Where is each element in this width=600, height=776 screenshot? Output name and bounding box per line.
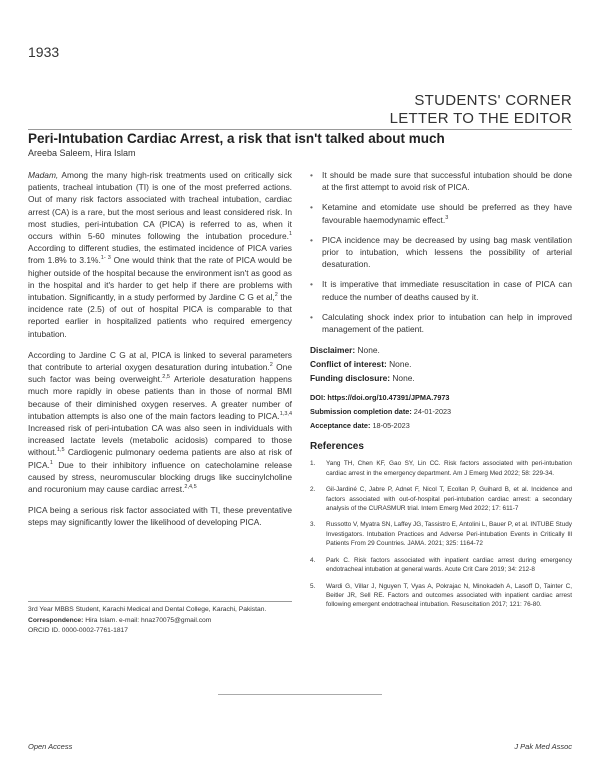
meta-label: Funding disclosure:	[310, 373, 391, 384]
meta-value: None.	[390, 373, 415, 384]
text-run: According to different studies, the estimated incidence of PICA varies from 1.8% to 3.1%.	[28, 243, 292, 266]
acceptance-date	[310, 419, 572, 433]
citation: 2	[274, 292, 278, 299]
citation: 3	[445, 214, 449, 221]
citation: 1,5	[56, 447, 65, 454]
header-divider	[28, 129, 572, 130]
citation: 1	[288, 231, 292, 238]
page-number: 1933	[28, 44, 60, 60]
reference-item	[310, 582, 572, 610]
doi-text[interactable]: DOI: https://doi.org/10.47391/JPMA.7973	[310, 393, 450, 403]
conflict-of-interest	[310, 357, 572, 371]
meta-value: 24-01-2023	[411, 407, 452, 417]
bullet-icon: •	[310, 279, 313, 290]
body-paragraph	[28, 349, 292, 495]
article-title: Peri-Intubation Cardiac Arrest, a risk that isn't talked about much	[28, 131, 445, 146]
reference-number: 1.	[310, 460, 316, 468]
affiliation-divider	[28, 601, 292, 602]
correspondence-line	[28, 616, 318, 627]
disclaimer	[310, 343, 572, 357]
list-item-text: Calculating shock index prior to intubation can help in improved management of the patient.	[322, 311, 572, 335]
citation: 2,4,5	[184, 484, 197, 491]
article-type-label: LETTER TO THE EDITOR	[389, 110, 572, 127]
reference-number: 2.	[310, 486, 316, 494]
references-list	[310, 459, 572, 609]
reference-item	[310, 485, 572, 513]
citation: 1	[49, 459, 53, 466]
affiliation-line: 3rd Year MBBS Student, Karachi Medical and Dental College, Karachi, Pakistan.	[28, 606, 267, 613]
footer-left: Open Access	[28, 742, 73, 751]
reference-number: 4.	[310, 556, 316, 564]
reference-item	[310, 556, 572, 575]
reference-text: Park C. Risk factors associated with inpatient cardiac arrest during emergency endotracheal intubation at general wards. Acute Crit Care 2019; 34: 212-8	[326, 556, 572, 574]
list-item-text: It is imperative that immediate resuscitation in case of PICA can reduce the number of deaths caused by it.	[322, 279, 572, 302]
reference-text: Russotto V, Myatra SN, Laffey JG, Tassistro E, Antolini L, Bauer P, et al. INTUBE Study Investigators. Intubation Practices and Adverse Peri-intubation Events in Critically Ill Patients From 29 Countries. JAMA. 2021; 325: 1164-72	[326, 521, 572, 548]
text-run: According to Jardine C G at al, PICA is linked to several parameters that contribute to arterial oxygen desaturation during intubation.	[28, 349, 292, 373]
recommendations-list	[310, 169, 572, 335]
citation: 1,3,4	[279, 411, 292, 418]
meta-label: Submission completion date:	[310, 407, 412, 417]
body-paragraph	[28, 169, 292, 340]
body-paragraph: PICA being a serious risk factor associated with TI, these preventative steps may significantly lower the likelihood of developing PICA.	[28, 505, 292, 528]
text-run: One such factor was being overweight.	[28, 362, 292, 385]
citation: 2,5	[162, 374, 170, 381]
right-column	[310, 169, 572, 617]
left-column	[28, 169, 292, 538]
salutation: Madam,	[28, 170, 59, 180]
text-run: Due to their inhibitory influence on catecholamine release caused by stress, neuromuscular blocking drugs like succinylcholine and rocuronium may cause cardiac arrest.	[28, 459, 292, 495]
reference-number: 5.	[310, 582, 316, 590]
orcid-line: ORCID ID. 0000-0002-7761-1817	[28, 627, 128, 635]
reference-text: Yang TH, Chen KF, Gao SY, Lin CC. Risk factors associated with peri-intubation cardiac arrest in the emergency department. Am J Emerg Med 2022; 58: 229-34.	[326, 460, 572, 477]
citation: 2	[269, 362, 273, 369]
reference-item	[310, 459, 572, 478]
list-item-text: Ketamine and etomidate use should be preferred as they have favourable haemodynamic effect.	[322, 202, 572, 225]
text-run: Arteriole desaturation happens much more rapidly in obese patients than in those of normal BMI because of their diminished oxygen reserves. A greater number of intubation attempts is also one of the main factors leading to PICA.	[28, 374, 292, 421]
list-item	[310, 278, 572, 302]
meta-label: Conflict of interest:	[310, 359, 387, 370]
section-label: STUDENTS' CORNER	[414, 92, 572, 109]
text-run: Among the many high-risk treatments used on critically sick patients, tracheal intubation (TI) is one of the most preferred actions. Out of many risk factors associated with tracheal intubation, cardiac arrest (CA) is a rare, but the most serious and least considered risk. In most studies, peri-intubation CA (PICA) is referred to as, when it occurs within 5-60 minutes following the intubation procedure.	[28, 170, 292, 242]
reference-item	[310, 520, 572, 548]
list-item	[310, 169, 572, 193]
meta-value: 18-05-2023	[370, 421, 410, 431]
meta-value: None.	[355, 345, 380, 356]
article-authors: Areeba Saleem, Hira Islam	[28, 148, 136, 158]
funding-disclosure	[310, 371, 572, 385]
footer-right: J Pak Med Assoc	[514, 742, 572, 751]
reference-text: Wardi G, Villar J, Nguyen T, Vyas A, Pokrajac N, Minokadeh A, Lasoff D, Tainter C, Beitler JR, Sell RE. Factors and outcomes associated with inpatient cardiac arrest following emergent endotracheal intubation. Resuscitation 2017; 121: 76-80.	[326, 582, 572, 609]
list-item-text: It should be made sure that successful intubation should be done at the first attempt to avoid risk of PICA.	[322, 170, 572, 193]
submission-date	[310, 405, 572, 419]
bullet-icon: •	[310, 311, 313, 322]
text-run: Cardiogenic pulmonary oedema patients are also at risk of PICA.	[28, 447, 292, 470]
correspondence-text[interactable]: Hira Islam. e-mail: hnaz70075@gmail.com	[83, 616, 212, 624]
list-item	[310, 234, 572, 271]
meta-label: Disclaimer:	[310, 345, 356, 356]
meta-label: Acceptance date:	[310, 421, 371, 431]
text-run: the incidence rate (2.5) of out of hospital PICA is comparable to that reported earlier in hospitalized patients who required emergency intubation.	[28, 292, 292, 339]
text-run: One would think that the rate of PICA would be higher outside of the hospital because the environment isn't as good as in the hospital and it's harder to get help if there are problems with intubation. Significantly, in a study performed by Jardine C G et al,	[28, 255, 292, 303]
bullet-icon: •	[310, 234, 313, 245]
reference-number: 3.	[310, 521, 316, 529]
bullet-icon: •	[310, 170, 313, 180]
list-item-text: PICA incidence may be decreased by using bag mask ventilation prior to intubation, which lessens the possibility of arterial desaturation.	[322, 234, 572, 270]
bullet-icon: •	[310, 202, 313, 213]
meta-value: None.	[386, 359, 412, 370]
citation: 1- 3	[100, 255, 111, 262]
affiliation-block	[28, 605, 318, 637]
doi-link[interactable]	[310, 391, 572, 405]
list-item	[310, 311, 572, 335]
text-run: Increased risk of peri-intubation CA was also seen in individuals with increased lactate levels (metabolic acidosis) compared to those without.	[28, 423, 292, 458]
references-heading: References	[310, 441, 364, 453]
list-item	[310, 201, 572, 225]
reference-text: Gil-Jardiné C, Jabre P, Adnet F, Nicol T, Ecollan P, Guihard B, et al. Incidence and factors associated with out-of-hospital peri-intubation cardiac arrest: a secondary analysis of the CURASMUR trial. Intern Emerg Med 2022; 17: 611-7	[326, 486, 572, 513]
bottom-divider	[218, 694, 382, 695]
correspondence-label: Correspondence:	[28, 616, 84, 624]
